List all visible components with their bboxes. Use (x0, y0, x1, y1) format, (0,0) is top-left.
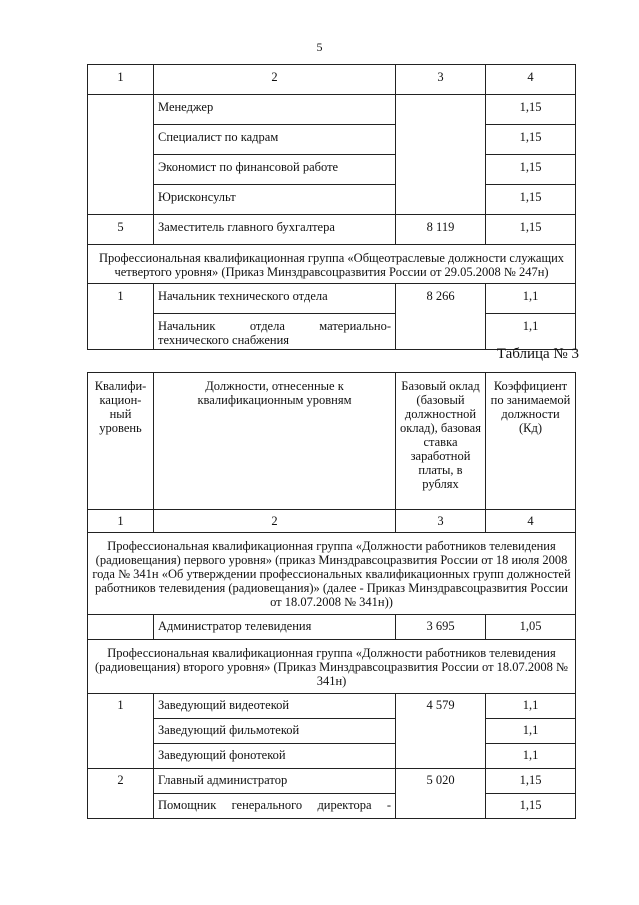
level-cell: 5 (88, 215, 154, 245)
table-row (88, 694, 576, 719)
level-cell: 2 (88, 769, 154, 819)
coef-cell: 1,15 (486, 185, 576, 215)
group-row (88, 533, 576, 615)
header-number: 2 (154, 510, 396, 533)
table-title: Таблица № 3 (496, 346, 579, 362)
coef-cell: 1,15 (486, 155, 576, 185)
position-cell: Главный администратор (154, 769, 396, 794)
table-row (88, 744, 576, 769)
group-title: Профессиональная квалификационная группа «Общеотраслевые должности служащих четвертого уровня» (Приказ Минздравсоцразвития России от 29.05.2008 № 247н) (88, 245, 576, 284)
coef-cell: 1,15 (486, 125, 576, 155)
position-cell: Экономист по финансовой работе (154, 155, 396, 185)
header-number: 3 (396, 510, 486, 533)
position-cell: Помощник генерального директора - (154, 794, 396, 819)
table-row (88, 719, 576, 744)
position-cell: Заместитель главного бухгалтера (154, 215, 396, 245)
group-row (88, 640, 576, 694)
header-coef: Коэффициент по занимаемой должности (Кд) (486, 373, 576, 510)
header-salary: Базовый оклад (базовый должностной оклад), базовая ставка заработной платы, в рублях (396, 373, 486, 510)
coef-cell: 1,1 (486, 719, 576, 744)
table-header-row (88, 65, 576, 95)
coef-cell: 1,15 (486, 215, 576, 245)
table-row (88, 215, 576, 245)
header-cell: 4 (486, 65, 576, 95)
table-header-row (88, 373, 576, 510)
salary-cell: 4 579 (396, 694, 486, 769)
level-cell (88, 615, 154, 640)
salary-cell (396, 95, 486, 215)
position-cell: Заведующий фонотекой (154, 744, 396, 769)
table-row (88, 284, 576, 314)
coef-cell: 1,1 (486, 284, 576, 314)
position-cell: Заведующий фильмотекой (154, 719, 396, 744)
group-title: Профессиональная квалификационная группа «Должности работников телевидения (радиовещания) второго уровня» (Приказ Минздравсоцразвития России от 18.07.2008 № 341н) (88, 640, 576, 694)
table-row (88, 615, 576, 640)
table-row (88, 155, 576, 185)
qualification-table-3 (87, 372, 576, 819)
coef-cell: 1,05 (486, 615, 576, 640)
position-cell: Начальник технического отдела (154, 284, 396, 314)
position-cell: Администратор телевидения (154, 615, 396, 640)
level-cell: 1 (88, 284, 154, 350)
table-row (88, 794, 576, 819)
page-number: 5 (316, 40, 323, 54)
group-title: Профессиональная квалификационная группа «Должности работников телевидения (радиовещания) первого уровня» (приказ Минздравсоцразвития России от 18 июля 2008 года № 341н «Об утверждении профессиональных квалификационных групп должностей работников телевидения (радиовещания)» (далее - Приказ Минздравсоцразвития России от 18.07.2008 № 341н)) (88, 533, 576, 615)
position-cell: Специалист по кадрам (154, 125, 396, 155)
header-cell: 2 (154, 65, 396, 95)
salary-cell: 3 695 (396, 615, 486, 640)
table-row (88, 95, 576, 125)
salary-cell: 8 266 (396, 284, 486, 350)
header-number-row (88, 510, 576, 533)
header-number: 1 (88, 510, 154, 533)
coef-cell: 1,1 (486, 744, 576, 769)
coef-cell: 1,15 (486, 794, 576, 819)
level-cell: 1 (88, 694, 154, 769)
table-row (88, 185, 576, 215)
coef-cell: 1,15 (486, 769, 576, 794)
coef-cell: 1,1 (486, 694, 576, 719)
header-cell: 3 (396, 65, 486, 95)
group-row (88, 245, 576, 284)
header-cell: 1 (88, 65, 154, 95)
table-row (88, 769, 576, 794)
position-cell: Юрисконсульт (154, 185, 396, 215)
table-row (88, 125, 576, 155)
position-cell: Менеджер (154, 95, 396, 125)
header-number: 4 (486, 510, 576, 533)
position-cell: Заведующий видеотекой (154, 694, 396, 719)
coef-cell: 1,15 (486, 95, 576, 125)
header-positions: Должности, отнесенные к квалификационным уровням (154, 373, 396, 510)
qualification-table-continued (87, 64, 576, 350)
salary-cell: 5 020 (396, 769, 486, 819)
table-row (88, 314, 576, 350)
salary-cell: 8 119 (396, 215, 486, 245)
level-cell (88, 95, 154, 215)
position-cell: Начальник отдела материально-технического снабжения (154, 314, 396, 350)
header-level: Квалифи-кацион-ный уровень (88, 373, 154, 510)
coef-cell: 1,1 (486, 314, 576, 350)
